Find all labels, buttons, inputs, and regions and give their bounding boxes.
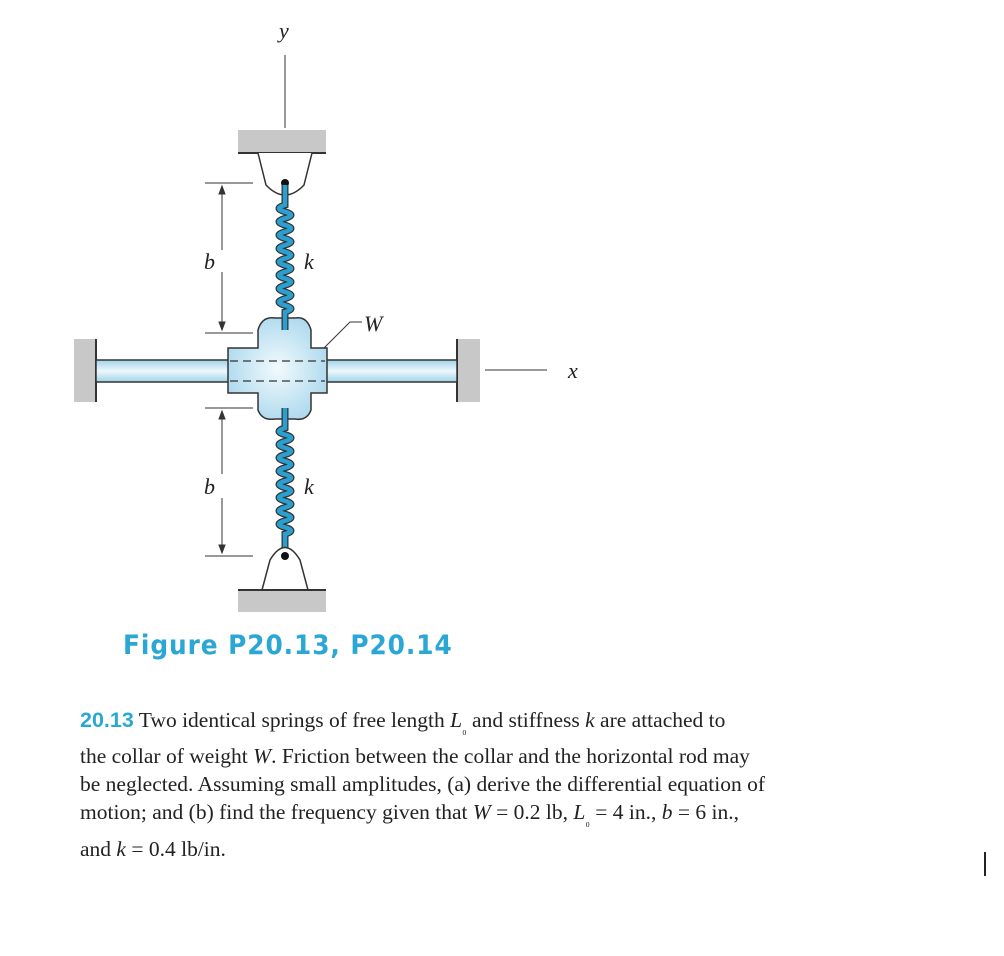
problem-text-segment: and stiffness xyxy=(466,708,586,732)
problem-text-segment: the collar of weight xyxy=(80,744,254,769)
problem-text-segment: . Friction between the collar and the horizontal rod may xyxy=(271,744,750,769)
problem-line xyxy=(80,742,960,770)
problem-line xyxy=(80,798,960,834)
dim-bottom-label: b xyxy=(204,474,215,499)
problem-line xyxy=(80,706,960,742)
spring-top-label: k xyxy=(304,249,314,274)
problem-text-segment: motion; and (b) find the frequency given that xyxy=(80,800,473,825)
problem-text-segment: W xyxy=(253,744,272,769)
problem-text-segment: b xyxy=(661,800,673,825)
problem-text-segment: = 0.2 lb, xyxy=(490,800,574,825)
problem-text-segment: = 4 in., xyxy=(589,800,662,825)
problem-text xyxy=(80,706,960,863)
problem-text-segment: ₀ xyxy=(462,720,467,736)
weight-label: W xyxy=(364,311,383,336)
right-wall xyxy=(457,339,480,402)
problem-text-segment: be neglected. Assuming small amplitudes, (a) derive the differential equation of xyxy=(80,772,766,797)
spring-bottom-label: k xyxy=(304,474,314,499)
problem-text-segment: and xyxy=(80,836,117,861)
problem-number: 20.13 xyxy=(80,708,134,732)
weight-leader xyxy=(324,322,362,348)
problem-text-segment: L xyxy=(450,708,463,732)
problem-text-segment: W xyxy=(472,800,491,825)
problem-text-segment: = 6 in., xyxy=(672,800,739,825)
problem-text-segment: are attached to xyxy=(594,708,726,732)
problem-line xyxy=(80,770,960,798)
problem-text-segment: Two identical springs of free length xyxy=(133,708,451,732)
problem-text-segment: = 0.4 lb/in. xyxy=(125,836,226,861)
figure-caption: Figure P20.13, P20.14 xyxy=(123,630,453,661)
spring-bottom xyxy=(279,408,291,552)
y-axis-label: y xyxy=(279,18,289,43)
text-cursor xyxy=(984,852,986,876)
bottom-ground xyxy=(238,590,326,612)
x-axis-label: x xyxy=(568,358,578,383)
top-ground xyxy=(238,130,326,153)
bottom-pin xyxy=(281,552,289,560)
dim-top-label: b xyxy=(204,249,215,274)
spring-top xyxy=(279,185,291,330)
problem-text-segment: k xyxy=(585,708,595,732)
problem-text-segment: L xyxy=(573,800,586,825)
problem-text-segment: ₀ xyxy=(585,812,590,828)
left-wall xyxy=(74,339,96,402)
problem-line xyxy=(80,835,960,863)
problem-text-segment: k xyxy=(116,836,126,861)
